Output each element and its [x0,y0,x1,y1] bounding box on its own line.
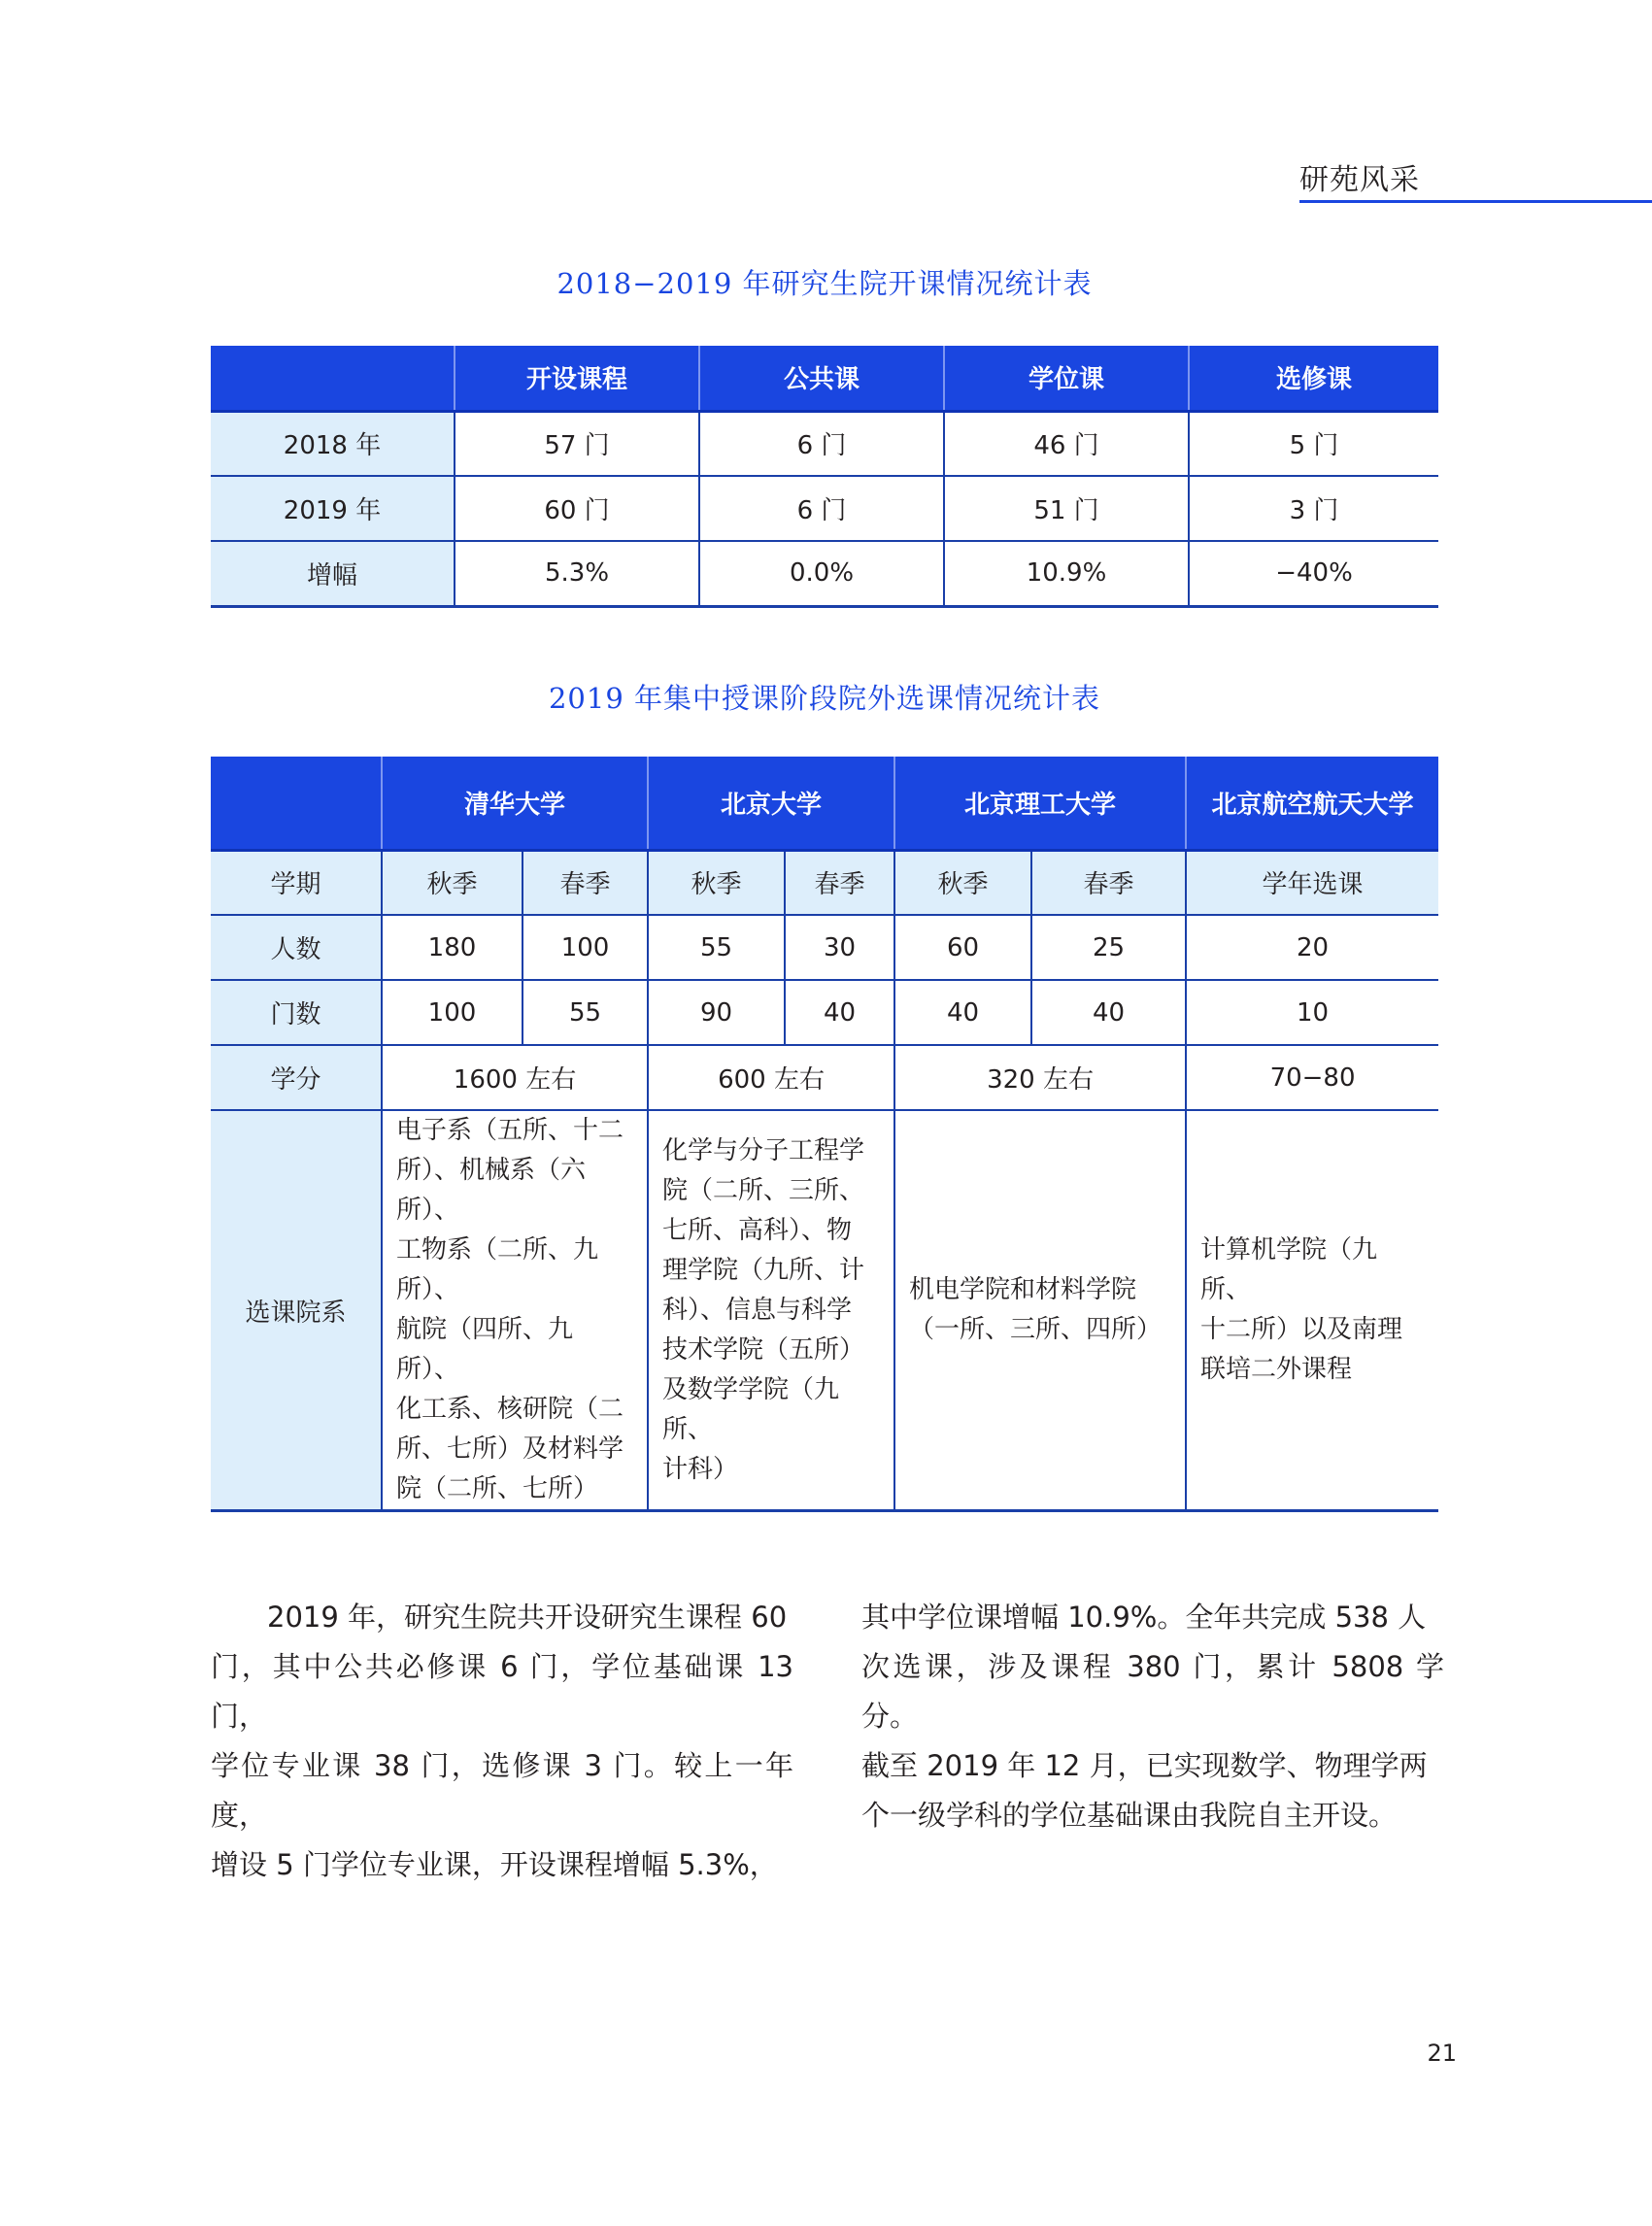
text-line: 所）、机械系（六所）、 [396,1156,587,1225]
table2-header-row [211,757,1438,850]
text-line: 计科） [662,1454,739,1484]
text-line: 其中学位课增幅 10.9%。全年共完成 538 人 [861,1601,1427,1634]
table-row [211,1110,1438,1511]
text-line: 七所、高科）、物 [662,1215,853,1245]
row-label: 学分 [211,1045,382,1110]
university-header: 北京理工大学 [894,757,1186,850]
row-label: 2018 年 [211,411,455,476]
text-line: （一所、三所、四所） [909,1315,1163,1344]
table-cell: 6 门 [699,411,944,476]
term-cell: 学年选课 [1186,850,1438,915]
university-header: 北京大学 [648,757,894,850]
text-line: 十二所）以及南理 [1200,1315,1403,1344]
text-line: 工物系（二所、九所）、 [396,1235,599,1304]
table-cell: 1600 左右 [382,1045,648,1110]
table-cell: 320 左右 [894,1045,1186,1110]
table1-course-stats [211,346,1438,608]
row-label: 门数 [211,980,382,1045]
table2-title: 2019 年集中授课阶段院外选课情况统计表 [548,682,1101,715]
table-row [211,541,1438,606]
text-line: 次选课，涉及课程 380 门，累计 5808 学分。 [861,1650,1444,1733]
term-cell: 秋季 [894,850,1031,915]
term-cell: 春季 [785,850,894,915]
table-cell: 3 门 [1189,476,1438,541]
table-cell: 20 [1186,915,1438,980]
text-line: 及数学学院（九所、 [662,1374,840,1444]
text-line: 航院（四所、九所）、 [396,1315,574,1384]
text-line: 门，其中公共必修课 6 门，学位基础课 13 门， [211,1650,793,1733]
table-row [211,980,1438,1045]
term-cell: 春季 [1031,850,1186,915]
term-cell: 春季 [523,850,648,915]
table2-header-corner [211,757,382,850]
text-line: 化工系、核研院（二 [396,1395,624,1424]
table-cell: 40 [785,980,894,1045]
section-rule [1299,200,1652,203]
table-cell: 5 门 [1189,411,1438,476]
table-cell: 6 门 [699,476,944,541]
table-row [211,850,1438,915]
table-cell: 55 [523,980,648,1045]
table1-header-cell: 学位课 [944,346,1189,411]
table-cell: 600 左右 [648,1045,894,1110]
table-cell: 10.9% [944,541,1189,606]
table-row [211,915,1438,980]
section-title: 研苑风采 [1299,163,1420,197]
text-line: 技术学院（五所） [662,1334,865,1365]
text-line: 理学院（九所、计 [662,1255,865,1285]
table-cell: 5.3% [455,541,699,606]
table-cell: 60 [894,915,1031,980]
table-cell: 30 [785,915,894,980]
term-cell: 秋季 [382,850,523,915]
body-text-right [861,1593,1444,1840]
text-line: 学位专业课 38 门，选修课 3 门。较上一年度， [211,1749,793,1832]
table-cell: 51 门 [944,476,1189,541]
text-line: 联培二外课程 [1200,1355,1353,1384]
text-line: 院（二所、三所、 [662,1175,865,1205]
row-label: 选课院系 [211,1110,382,1511]
text-line: 增设 5 门学位专业课，开设课程增幅 5.3%， [211,1848,778,1881]
text-line: 计算机学院（九所、 [1200,1235,1378,1304]
row-label: 2019 年 [211,476,455,541]
university-header: 清华大学 [382,757,648,850]
table1-header-cell: 开设课程 [455,346,699,411]
table1-header-cell [211,346,455,411]
page-number: 21 [1427,2040,1457,2067]
dept-cell-buaa [1186,1110,1438,1511]
table1-title: 2018−2019 年研究生院开课情况统计表 [556,267,1093,300]
table-cell: 70−80 [1186,1045,1438,1110]
text-line: 所、七所）及材料学 [396,1434,624,1464]
text-line: 2019 年，研究生院共开设研究生课程 60 [211,1601,788,1634]
row-label: 增幅 [211,541,455,606]
dept-cell-tsinghua [382,1110,648,1511]
table1-header-cell: 公共课 [699,346,944,411]
row-label: 学期 [211,850,382,915]
text-line: 截至 2019 年 12 月，已实现数学、物理学两 [861,1749,1428,1782]
table-cell: 10 [1186,980,1438,1045]
text-line: 化学与分子工程学 [662,1135,865,1165]
table-cell: −40% [1189,541,1438,606]
table-cell: 60 门 [455,476,699,541]
table-cell: 57 门 [455,411,699,476]
table-cell: 40 [1031,980,1186,1045]
table1-header-row [211,346,1438,411]
row-label: 人数 [211,915,382,980]
table-cell: 25 [1031,915,1186,980]
table-row [211,476,1438,541]
text-line: 机电学院和材料学院 [909,1275,1137,1304]
table-cell: 100 [523,915,648,980]
table1-header-cell: 选修课 [1189,346,1438,411]
text-line: 个一级学科的学位基础课由我院自主开设。 [861,1799,1398,1832]
text-line: 科）、信息与科学 [662,1295,853,1325]
university-header: 北京航空航天大学 [1186,757,1438,850]
table-cell: 180 [382,915,523,980]
table-cell: 90 [648,980,785,1045]
table-cell: 46 门 [944,411,1189,476]
table-row [211,411,1438,476]
table-cell: 55 [648,915,785,980]
text-line: 电子系（五所、十二 [396,1116,624,1145]
table-cell: 40 [894,980,1031,1045]
table2-external-course-selection [211,757,1438,1512]
dept-cell-pku [648,1110,894,1511]
dept-cell-bit [894,1110,1186,1511]
table-cell: 100 [382,980,523,1045]
table-row [211,1045,1438,1110]
body-text-left [211,1593,793,1890]
term-cell: 秋季 [648,850,785,915]
table-cell: 0.0% [699,541,944,606]
text-line: 院（二所、七所） [396,1474,599,1503]
